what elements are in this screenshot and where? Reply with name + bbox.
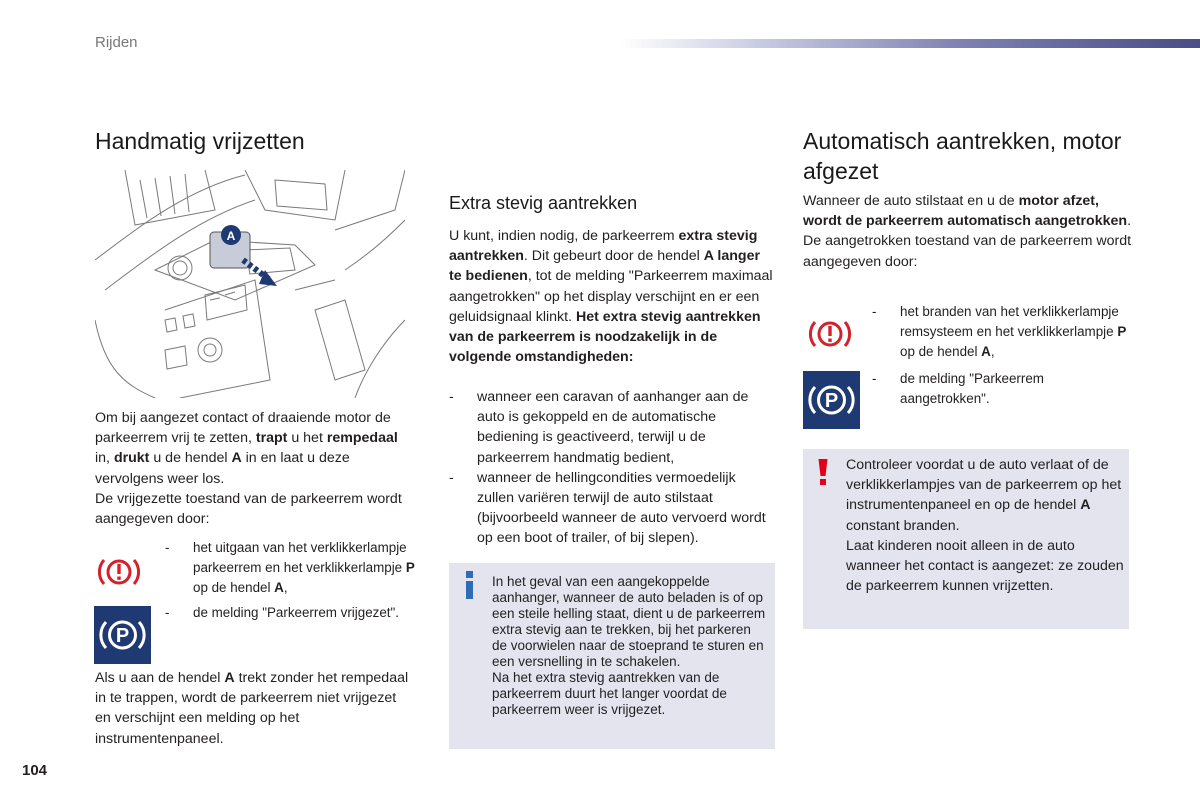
- left-item-1-text: het uitgaan van het verklikkerlampje parkeerrem en het verklikkerlampje P op de hendel A,: [193, 540, 415, 595]
- svg-text:P: P: [824, 390, 839, 412]
- left-para-3: Als u aan de hendel A trekt zonder het rempedaal in te trappen, wordt de parkeerrem niet vrijgezet en verschijnt een melding op het instrumentenpaneel.: [95, 670, 409, 747]
- left-item-2-text: de melding "Parkeerrem vrijgezet".: [193, 605, 399, 620]
- warning-icon: [817, 459, 829, 485]
- brake-warning-icon: [806, 310, 854, 358]
- middle-para-1: U kunt, indien nodig, de parkeerrem extra stevig aantrekken. Dit gebeurt door de hendel A langer te bedienen, tot de melding "Parkeerrem maximaal aangetrokken" op het display verschijnt en er een geluidsignaal klinkt. Het extra stevig aantrekken van de parkeerrem is noodzakelijk in de volgende omstandigheden:: [449, 228, 773, 366]
- title-extra-firm: Extra stevig aantrekken: [449, 193, 638, 213]
- list-item: - wanneer een caravan of aanhanger aan de auto is gekoppeld en de automatische bediening is geactiveerd, terwijl u de parkeerrem handmatig bedient,: [449, 389, 749, 466]
- header-bar: [620, 39, 1200, 48]
- list-item: - wanneer de hellingcondities vermoedelijk zullen variëren terwijl de auto stilstaat (bijvoorbeeld wanneer de auto vervoerd wordt op een boot of trailer, of bij slepen).: [449, 469, 766, 547]
- right-para-1-text: Wanneer de auto stilstaat en u de motor afzet, wordt de parkeerrem automatisch aangetrokken.: [803, 193, 1132, 230]
- dash: -: [165, 605, 170, 620]
- left-indicator-item-2: [165, 603, 425, 623]
- parking-p-icon: [94, 606, 151, 664]
- left-indicator-item-1: [165, 538, 425, 598]
- info-text-1: In het geval van een aangekoppelde aanhanger, wanneer de auto beladen is of op een steile helling staat, dient u de parkeerrem extra stevig aan te trekken, bij het parkeren de voorwielen naar de stoeprand te sturen en een versnelling in te schakelen.: [492, 574, 766, 669]
- right-item-2-text: de melding "Parkeerrem aangetrokken".: [900, 371, 1044, 406]
- warning-text-1: Controleer voordat u de auto verlaat of de verklikkerlampjes van de parkeerrem op het instrumentenpaneel en op de hendel A constant branden.: [846, 457, 1122, 534]
- dash: -: [872, 304, 877, 319]
- right-item-1-text: het branden van het verklikkerlampje remsysteem en het verklikkerlampje P op de hendel A,: [900, 304, 1127, 359]
- info-icon: [463, 571, 477, 601]
- console-drawing: [95, 170, 405, 398]
- parking-p-icon: [803, 371, 860, 429]
- brake-warning-icon: [95, 548, 143, 596]
- left-para-1-text: Om bij aangezet contact of draaiende motor de parkeerrem vrij te zetten, trapt u het rempedaal in, drukt u de hendel A in en laat u deze vervolgens weer los.: [95, 410, 398, 487]
- dash: -: [872, 371, 877, 386]
- title-manual-release: Handmatig vrijzetten: [95, 128, 305, 154]
- left-para-2-text: De vrijgezette toestand van de parkeerrem wordt aangegeven door:: [95, 490, 402, 528]
- left-para-1: [95, 408, 407, 529]
- illustration-console: [95, 170, 405, 398]
- right-indicator-item-1: [872, 302, 1132, 362]
- warning-box: [803, 449, 1129, 629]
- warning-text-2: Laat kinderen nooit alleen in de auto wanneer het contact is aangezet: ze zouden de parkeerrem kunnen vrijzetten.: [846, 537, 1124, 595]
- page-number: 104: [22, 762, 48, 779]
- warning-text: [846, 455, 1124, 596]
- info-text-2: Na het extra stevig aantrekken van de parkeerrem duurt het langer voordat de parkeerrem weer is vrijgezet.: [492, 670, 727, 717]
- right-indicator-item-2: [872, 369, 1132, 409]
- middle-list: [449, 387, 775, 549]
- info-box: [449, 563, 775, 749]
- info-text: [492, 574, 768, 718]
- svg-text:P: P: [115, 625, 130, 647]
- title-automatic: Automatisch aantrekken, motor afgezet: [803, 128, 1122, 184]
- lever-label-a: A: [226, 229, 236, 243]
- right-para-2-text: De aangetrokken toestand van de parkeerrem wordt aangegeven door:: [803, 233, 1132, 270]
- dash: -: [165, 540, 170, 555]
- section-label: Rijden: [95, 34, 138, 51]
- right-para-1: [803, 191, 1133, 272]
